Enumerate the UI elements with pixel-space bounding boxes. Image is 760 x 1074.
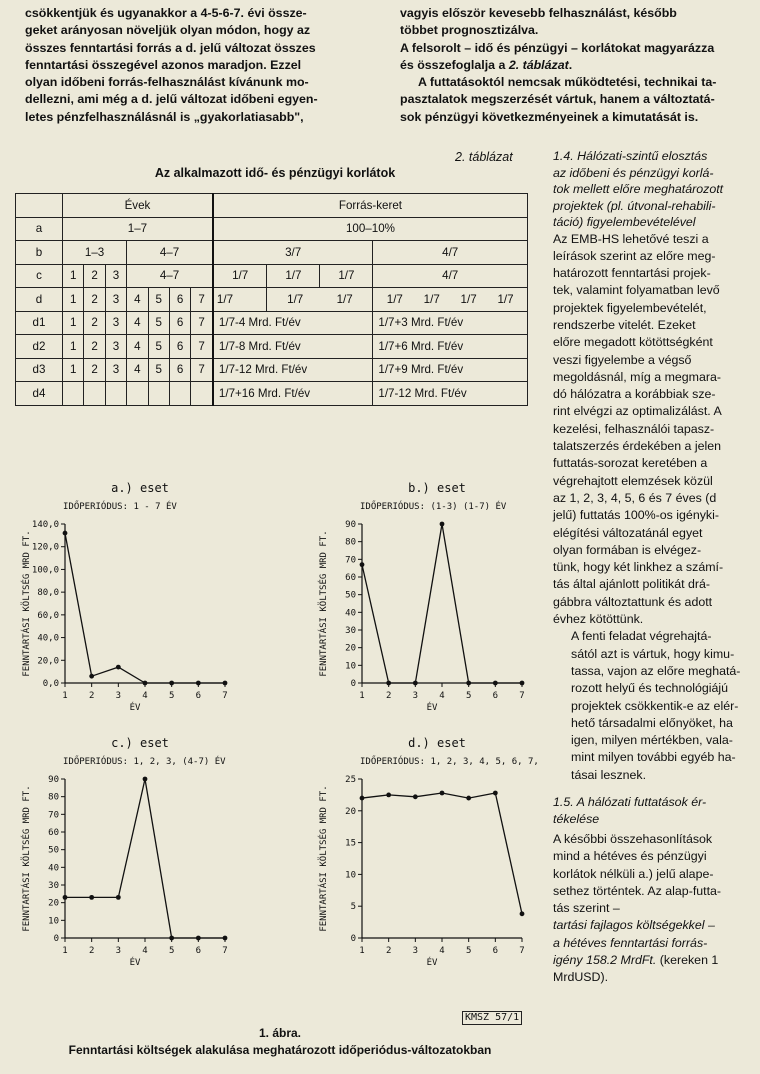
- row-label: d3: [16, 358, 63, 382]
- table-cell: [127, 382, 148, 406]
- data-point: [520, 681, 525, 686]
- paragraph-1-5: [553, 831, 751, 987]
- data-point: [466, 681, 471, 686]
- x-tick-label: 7: [222, 946, 228, 956]
- text-line: rendszerbe vitelét. Ezeket: [553, 317, 696, 332]
- y-tick-label: 60: [345, 573, 356, 583]
- table-row: [16, 288, 528, 312]
- cell-value: 1/7: [497, 292, 514, 306]
- text-line: mind a hétéves és pénzügyi: [553, 849, 707, 864]
- x-tick-label: 2: [88, 946, 95, 956]
- y-tick-label: 5: [350, 902, 356, 913]
- section-heading-1-5: [553, 794, 751, 827]
- x-tick-label: 4: [142, 691, 148, 701]
- table-cell: 1/7-12 Mrd. Ft/év: [373, 382, 528, 406]
- text-line: olyan formában is elvégez-: [553, 542, 702, 557]
- cell-group: [217, 293, 264, 306]
- text-line: sethez történtek. Az alap-futta-: [553, 883, 722, 898]
- x-tick-label: 7: [222, 691, 228, 701]
- y-tick-label: 90: [48, 775, 59, 785]
- x-axis-label: ÉV: [426, 703, 438, 713]
- data-point: [493, 681, 498, 686]
- text-line: hető társadalmi előnyöket, ha: [571, 715, 733, 730]
- y-tick-label: 0: [53, 934, 59, 944]
- table-cell: 1/7+3 Mrd. Ft/év: [373, 311, 528, 335]
- heading-line: tok mellett előre meghatározott: [553, 182, 724, 196]
- table-cell: 1/7+9 Mrd. Ft/év: [373, 358, 528, 382]
- figure-caption: Fenntartási költségek alakulása meghatározott időperiódus-változatokban: [68, 1043, 492, 1057]
- table-cell: 1–7: [63, 217, 213, 241]
- chart-title: c.) eset: [111, 736, 169, 750]
- table-cell: 6: [169, 335, 190, 359]
- header-evek: Évek: [63, 194, 213, 218]
- text-line: évhez kötöttünk.: [553, 612, 644, 627]
- chart-b: [312, 478, 542, 733]
- row-label: c: [16, 264, 63, 288]
- x-tick-label: 4: [439, 691, 445, 701]
- text-line: MrdUSD).: [553, 970, 609, 985]
- text-line: talatszerzés érdekében a jelen: [553, 439, 722, 454]
- y-tick-label: 30: [48, 881, 59, 891]
- row-label: d1: [16, 311, 63, 335]
- text-line: rozott helyű és technológiájú: [571, 681, 729, 696]
- y-tick-label: 40: [48, 863, 59, 874]
- table-cell: 1/7: [267, 264, 320, 288]
- y-tick-label: 140,0: [31, 520, 59, 530]
- chart-subtitle: IDŐPERIÓDUS: 1, 2, 3, 4, 5, 6, 7,: [360, 757, 539, 767]
- data-point: [89, 674, 94, 679]
- table-row: [16, 217, 528, 241]
- table-cell: 4: [127, 358, 148, 382]
- paragraph-1-4: [553, 231, 751, 629]
- section-heading-1-4: [553, 148, 751, 231]
- data-point: [143, 777, 148, 782]
- y-tick-label: 80: [48, 792, 59, 803]
- text-line: rint elvégzi az optimalizálást. A: [553, 404, 722, 419]
- text-line: tás szerint –: [553, 901, 620, 916]
- table-cell: [267, 288, 373, 312]
- table-cell: 4/7: [373, 264, 528, 288]
- table-cell: 7: [191, 358, 213, 382]
- x-tick-label: 1: [359, 946, 365, 956]
- data-point: [116, 895, 121, 900]
- row-label: b: [16, 241, 63, 265]
- table-cell: 4: [127, 311, 148, 335]
- table-cell: 2: [84, 358, 105, 382]
- text-line: projektek csökkentik-e az elér-: [571, 698, 739, 713]
- table-cell: 1: [63, 311, 84, 335]
- cell-group: [270, 293, 369, 306]
- y-tick-label: 30: [345, 626, 356, 636]
- x-tick-label: 3: [412, 691, 419, 701]
- x-axis-label: ÉV: [129, 703, 141, 713]
- table-cell: 1/7: [320, 264, 373, 288]
- text-line: végrehajtott elemzések közül: [553, 473, 713, 488]
- heading-line: 1.5. A hálózati futtatások ér-: [553, 795, 707, 809]
- text-line: csökkentjük és ugyanakkor a 4-5-6-7. évi össze-: [25, 6, 307, 20]
- x-tick-label: 3: [412, 946, 419, 956]
- x-tick-label: 1: [62, 691, 68, 701]
- italic-fragment: igény 158.2 MrdFt.: [553, 953, 657, 968]
- y-tick-label: 120,0: [31, 542, 59, 553]
- table-cell: 2: [84, 288, 105, 312]
- row-label: a: [16, 217, 63, 241]
- text-line: tünk, hogy két linkhez a számí-: [553, 560, 724, 575]
- text-line: tassa, vajon az előre meghatá-: [571, 663, 741, 678]
- table-cell: 1–3: [63, 241, 127, 265]
- italic-line: a hétéves fenntartási forrás-: [553, 935, 708, 950]
- table-cell: [63, 382, 84, 406]
- text-line: [553, 952, 751, 969]
- intro-paragraph-right: [400, 5, 736, 126]
- text-line: fenntartási összegével azonos maradjon. Ezzel: [25, 57, 302, 72]
- table-cell: 5: [148, 335, 169, 359]
- data-point: [440, 791, 445, 796]
- heading-line: 1.4. Hálózati-szintű elosztás: [553, 149, 708, 163]
- text-line: olyan időbeni forrás-felhasználást kívánunk mo-: [25, 75, 309, 90]
- x-tick-label: 4: [142, 946, 148, 956]
- y-tick-label: 40: [345, 608, 356, 619]
- cell-value: 1/7: [423, 292, 440, 306]
- data-point: [360, 796, 365, 801]
- y-axis-label: FENNTARTÁSI KÖLTSÉG MRD FT.: [22, 785, 32, 932]
- text-line: összes fenntartási forrás a d. jelű változat összes: [25, 40, 316, 55]
- y-tick-label: 90: [345, 520, 356, 530]
- x-tick-label: 5: [465, 691, 472, 701]
- chart-d-svg: [312, 733, 542, 983]
- chart-a: [15, 478, 245, 733]
- cell-value: 1/7: [287, 292, 304, 306]
- text-line: igen, milyen mértékben, vala-: [571, 733, 733, 748]
- table-corner-cell: [16, 194, 63, 218]
- table-cell: 5: [148, 311, 169, 335]
- text-line: geket arányosan növeljük olyan módon, hogy az: [25, 23, 311, 38]
- table-cell: 1/7: [213, 264, 267, 288]
- text-line: A futtatásoktól nemcsak működtetési, technikai ta-: [418, 75, 717, 90]
- data-point: [413, 794, 418, 799]
- x-tick-label: 7: [519, 946, 525, 956]
- table-cell: 2: [84, 311, 105, 335]
- x-tick-label: 2: [385, 691, 392, 701]
- text-line: jelű) futtatás 100%-os igényki-: [553, 508, 719, 523]
- y-axis-label: FENNTARTÁSI KÖLTSÉG MRD FT.: [319, 785, 329, 932]
- row-label: d4: [16, 382, 63, 406]
- x-tick-label: 6: [195, 946, 202, 956]
- text-line: vagyis először kevesebb felhasználást, később: [400, 6, 677, 20]
- chart-subtitle: IDŐPERIÓDUS: (1-3) (1-7) ÉV: [360, 502, 507, 512]
- x-tick-label: 6: [195, 691, 202, 701]
- data-point: [169, 681, 174, 686]
- text-fragment: (kereken 1: [656, 953, 719, 968]
- y-tick-label: 100,0: [31, 565, 59, 576]
- text-line: leírások szerint az előre meg-: [553, 248, 716, 263]
- chart-title: b.) eset: [408, 481, 466, 495]
- text-line: Az EMB-HS lehetővé teszi a: [553, 231, 709, 246]
- table-cell: [191, 382, 213, 406]
- data-point: [440, 522, 445, 527]
- cell-value: 1/7: [336, 292, 353, 306]
- text-line: tek, valamint folyamatban levő: [553, 283, 720, 298]
- heading-line: az időbeni és pénzügyi korlá-: [553, 165, 714, 180]
- series-line: [65, 779, 225, 938]
- table-cell: 1: [63, 288, 84, 312]
- table-row: [16, 311, 528, 335]
- text-fragment: .: [568, 57, 573, 72]
- y-tick-label: 10: [345, 661, 356, 672]
- data-point: [520, 911, 525, 916]
- y-tick-label: 70: [345, 555, 356, 566]
- y-tick-label: 80: [345, 537, 356, 548]
- table-cell: 2: [84, 264, 105, 288]
- text-line: sától azt is vártuk, hogy kimu-: [571, 646, 735, 661]
- y-tick-label: 50: [345, 590, 356, 601]
- y-tick-label: 10: [48, 916, 59, 927]
- text-line: tásai lesznek.: [571, 767, 647, 782]
- text-line: sok pénzügyi következményeinek a kimutatását is.: [400, 109, 699, 124]
- y-tick-label: 80,0: [37, 588, 59, 599]
- table-cell: 4/7: [373, 241, 528, 265]
- y-axis-label: FENNTARTÁSI KÖLTSÉG MRD FT.: [22, 530, 32, 677]
- y-tick-label: 20: [345, 643, 356, 654]
- data-point: [466, 796, 471, 801]
- text-line: dellezni, ami még a d. jelű változat időbeni egyen-: [25, 92, 318, 107]
- table-label: 2. táblázat: [455, 150, 513, 164]
- table-cell: 4–7: [127, 241, 213, 265]
- x-tick-label: 5: [168, 946, 175, 956]
- table-cell: 5: [148, 288, 169, 312]
- data-point: [493, 791, 498, 796]
- table-cell: 7: [191, 288, 213, 312]
- data-point: [413, 681, 418, 686]
- figure-stamp: KMSZ 57/1: [462, 1011, 522, 1025]
- text-line: A későbbi összehasonlítások: [553, 832, 713, 846]
- y-tick-label: 40,0: [37, 633, 59, 644]
- heading-line: tékelése: [553, 811, 600, 826]
- table-cell: 4–7: [127, 264, 213, 288]
- right-column: [553, 148, 751, 987]
- y-tick-label: 0,0: [42, 679, 59, 689]
- text-line: korlátok nélküli a.) jelű alape-: [553, 866, 714, 881]
- table-cell: 100–10%: [213, 217, 528, 241]
- table-cell: 1: [63, 264, 84, 288]
- y-tick-label: 20: [48, 898, 59, 909]
- heading-line: projektek (pl. útvonal-rehabili-: [553, 198, 716, 213]
- table-cell: 3/7: [213, 241, 373, 265]
- x-tick-label: 5: [168, 691, 175, 701]
- table-cell: [105, 382, 126, 406]
- y-tick-label: 15: [345, 838, 356, 849]
- table-row: [16, 241, 528, 265]
- chart-c: [15, 733, 245, 988]
- table-title: Az alkalmazott idő- és pénzügyi korlátok: [154, 166, 396, 180]
- data-point: [63, 531, 68, 536]
- cell-value: 1/7: [460, 292, 477, 306]
- intro-paragraph-left: [25, 5, 361, 126]
- table-cell: 5: [148, 358, 169, 382]
- row-label: d: [16, 288, 63, 312]
- chart-a-svg: [15, 478, 245, 728]
- x-tick-label: 6: [492, 691, 499, 701]
- table-cell: 7: [191, 335, 213, 359]
- table-cell: [373, 288, 528, 312]
- table-row: [16, 264, 528, 288]
- header-forras: Forrás-keret: [213, 194, 528, 218]
- chart-c-svg: [15, 733, 245, 983]
- table-cell: 1/7+6 Mrd. Ft/év: [373, 335, 528, 359]
- table-cell: 1/7-8 Mrd. Ft/év: [213, 335, 373, 359]
- x-tick-label: 2: [88, 691, 95, 701]
- data-point: [196, 936, 201, 941]
- table-cell: [169, 382, 190, 406]
- table-cell: 1/7+16 Mrd. Ft/év: [213, 382, 373, 406]
- chart-subtitle: IDŐPERIÓDUS: 1 - 7 ÉV: [63, 502, 177, 512]
- text-line: veszi figyelembe a végső: [553, 352, 692, 367]
- x-tick-label: 1: [359, 691, 365, 701]
- y-tick-label: 60: [48, 828, 59, 838]
- table-cell: 6: [169, 311, 190, 335]
- data-point: [116, 665, 121, 670]
- y-tick-label: 20,0: [37, 656, 59, 667]
- x-tick-label: 4: [439, 946, 445, 956]
- table-cell: 7: [191, 311, 213, 335]
- table-cell: 4: [127, 288, 148, 312]
- data-point: [223, 681, 228, 686]
- row-label: d2: [16, 335, 63, 359]
- y-tick-label: 50: [48, 845, 59, 856]
- series-line: [362, 793, 522, 914]
- chart-subtitle: IDŐPERIÓDUS: 1, 2, 3, (4-7) ÉV: [63, 757, 226, 767]
- table-cell: 1: [63, 358, 84, 382]
- table-cell: [213, 288, 267, 312]
- table-cell: 3: [105, 288, 126, 312]
- data-point: [169, 936, 174, 941]
- data-point: [223, 936, 228, 941]
- y-tick-label: 70: [48, 810, 59, 821]
- x-tick-label: 6: [492, 946, 499, 956]
- text-line: projektek figyelembevételét,: [553, 300, 707, 315]
- text-line: az 1, 2, 3, 4, 5, 6 és 7 éves (d: [553, 490, 717, 505]
- text-line: gábbra változtattunk és adott: [553, 594, 713, 609]
- text-line: kezelési, felhasználói tapasz-: [553, 421, 715, 436]
- data-point: [360, 562, 365, 567]
- data-point: [63, 895, 68, 900]
- series-line: [65, 533, 225, 683]
- table-cell: [148, 382, 169, 406]
- table-cell: 4: [127, 335, 148, 359]
- text-line: előre megadott kötöttségként: [553, 335, 713, 350]
- table-cell: 6: [169, 358, 190, 382]
- table-cell: 1/7-12 Mrd. Ft/év: [213, 358, 373, 382]
- text-line: A felsorolt – idő és pénzügyi – korlátokat magyarázza: [400, 40, 715, 55]
- table-ref: 2. táblázat: [508, 57, 569, 72]
- x-tick-label: 3: [115, 691, 122, 701]
- y-tick-label: 0: [350, 679, 356, 689]
- cell-value: 1/7: [386, 292, 403, 306]
- table-header-row: [16, 194, 528, 218]
- text-line: elégítési változatánál egyet: [553, 525, 703, 540]
- heading-line: táció) figyelembevételével: [553, 215, 696, 229]
- x-tick-label: 1: [62, 946, 68, 956]
- cell-value: 1/7: [216, 292, 234, 306]
- text-line: megoldásnál, míg a megmara-: [553, 369, 722, 384]
- table-cell: [84, 382, 105, 406]
- table-row: [16, 382, 528, 406]
- figure-number: 1. ábra.: [258, 1026, 302, 1040]
- data-point: [143, 681, 148, 686]
- text-line: tás által ajánlott politikát drá-: [553, 577, 711, 592]
- table-cell: 1: [63, 335, 84, 359]
- y-tick-label: 25: [345, 775, 356, 785]
- chart-b-svg: [312, 478, 542, 728]
- table-cell: 1/7-4 Mrd. Ft/év: [213, 311, 373, 335]
- paragraph-1-4b: [553, 628, 751, 784]
- x-axis-label: ÉV: [426, 958, 438, 968]
- chart-title: d.) eset: [408, 736, 466, 750]
- text-line: A fenti feladat végrehajtá-: [571, 629, 712, 644]
- table-cell: 2: [84, 335, 105, 359]
- data-point: [196, 681, 201, 686]
- data-point: [89, 895, 94, 900]
- table-cell: 3: [105, 264, 126, 288]
- series-line: [362, 524, 522, 683]
- text-line: letes pénzfelhasználásnál is „gyakorlatiasabb",: [25, 109, 304, 124]
- y-tick-label: 60,0: [37, 610, 59, 621]
- table-cell: 3: [105, 311, 126, 335]
- data-point: [386, 681, 391, 686]
- chart-d: [312, 733, 542, 988]
- text-line: pasztalatok megszerzését vártuk, hanem a változtatá-: [400, 92, 715, 107]
- x-tick-label: 7: [519, 691, 525, 701]
- x-tick-label: 3: [115, 946, 122, 956]
- text-line: mint milyen további egyéb ha-: [571, 750, 736, 765]
- text-fragment: és összefoglalja a: [400, 57, 509, 72]
- table-cell: 3: [105, 335, 126, 359]
- x-tick-label: 2: [385, 946, 392, 956]
- chart-title: a.) eset: [111, 481, 169, 495]
- y-tick-label: 0: [350, 934, 356, 944]
- italic-line: tartási fajlagos költségekkel –: [553, 918, 715, 933]
- text-line: [400, 57, 736, 74]
- text-line: futtatás-sorozat keretében a: [553, 456, 708, 471]
- text-line: dó hálózatra a korábbiak sze-: [553, 387, 716, 402]
- y-tick-label: 20: [345, 806, 356, 817]
- limits-table: [15, 193, 528, 406]
- data-point: [386, 793, 391, 798]
- y-tick-label: 10: [345, 870, 356, 881]
- cell-group: [376, 293, 524, 306]
- table-row: [16, 358, 528, 382]
- y-axis-label: FENNTARTÁSI KÖLTSÉG MRD FT.: [319, 530, 329, 677]
- x-axis-label: ÉV: [129, 958, 141, 968]
- table-row: [16, 335, 528, 359]
- table-cell: 3: [105, 358, 126, 382]
- x-tick-label: 5: [465, 946, 472, 956]
- table-cell: 6: [169, 288, 190, 312]
- text-line: határozott fenntartási projek-: [553, 266, 711, 281]
- text-line: többet prognosztizálva.: [400, 23, 539, 38]
